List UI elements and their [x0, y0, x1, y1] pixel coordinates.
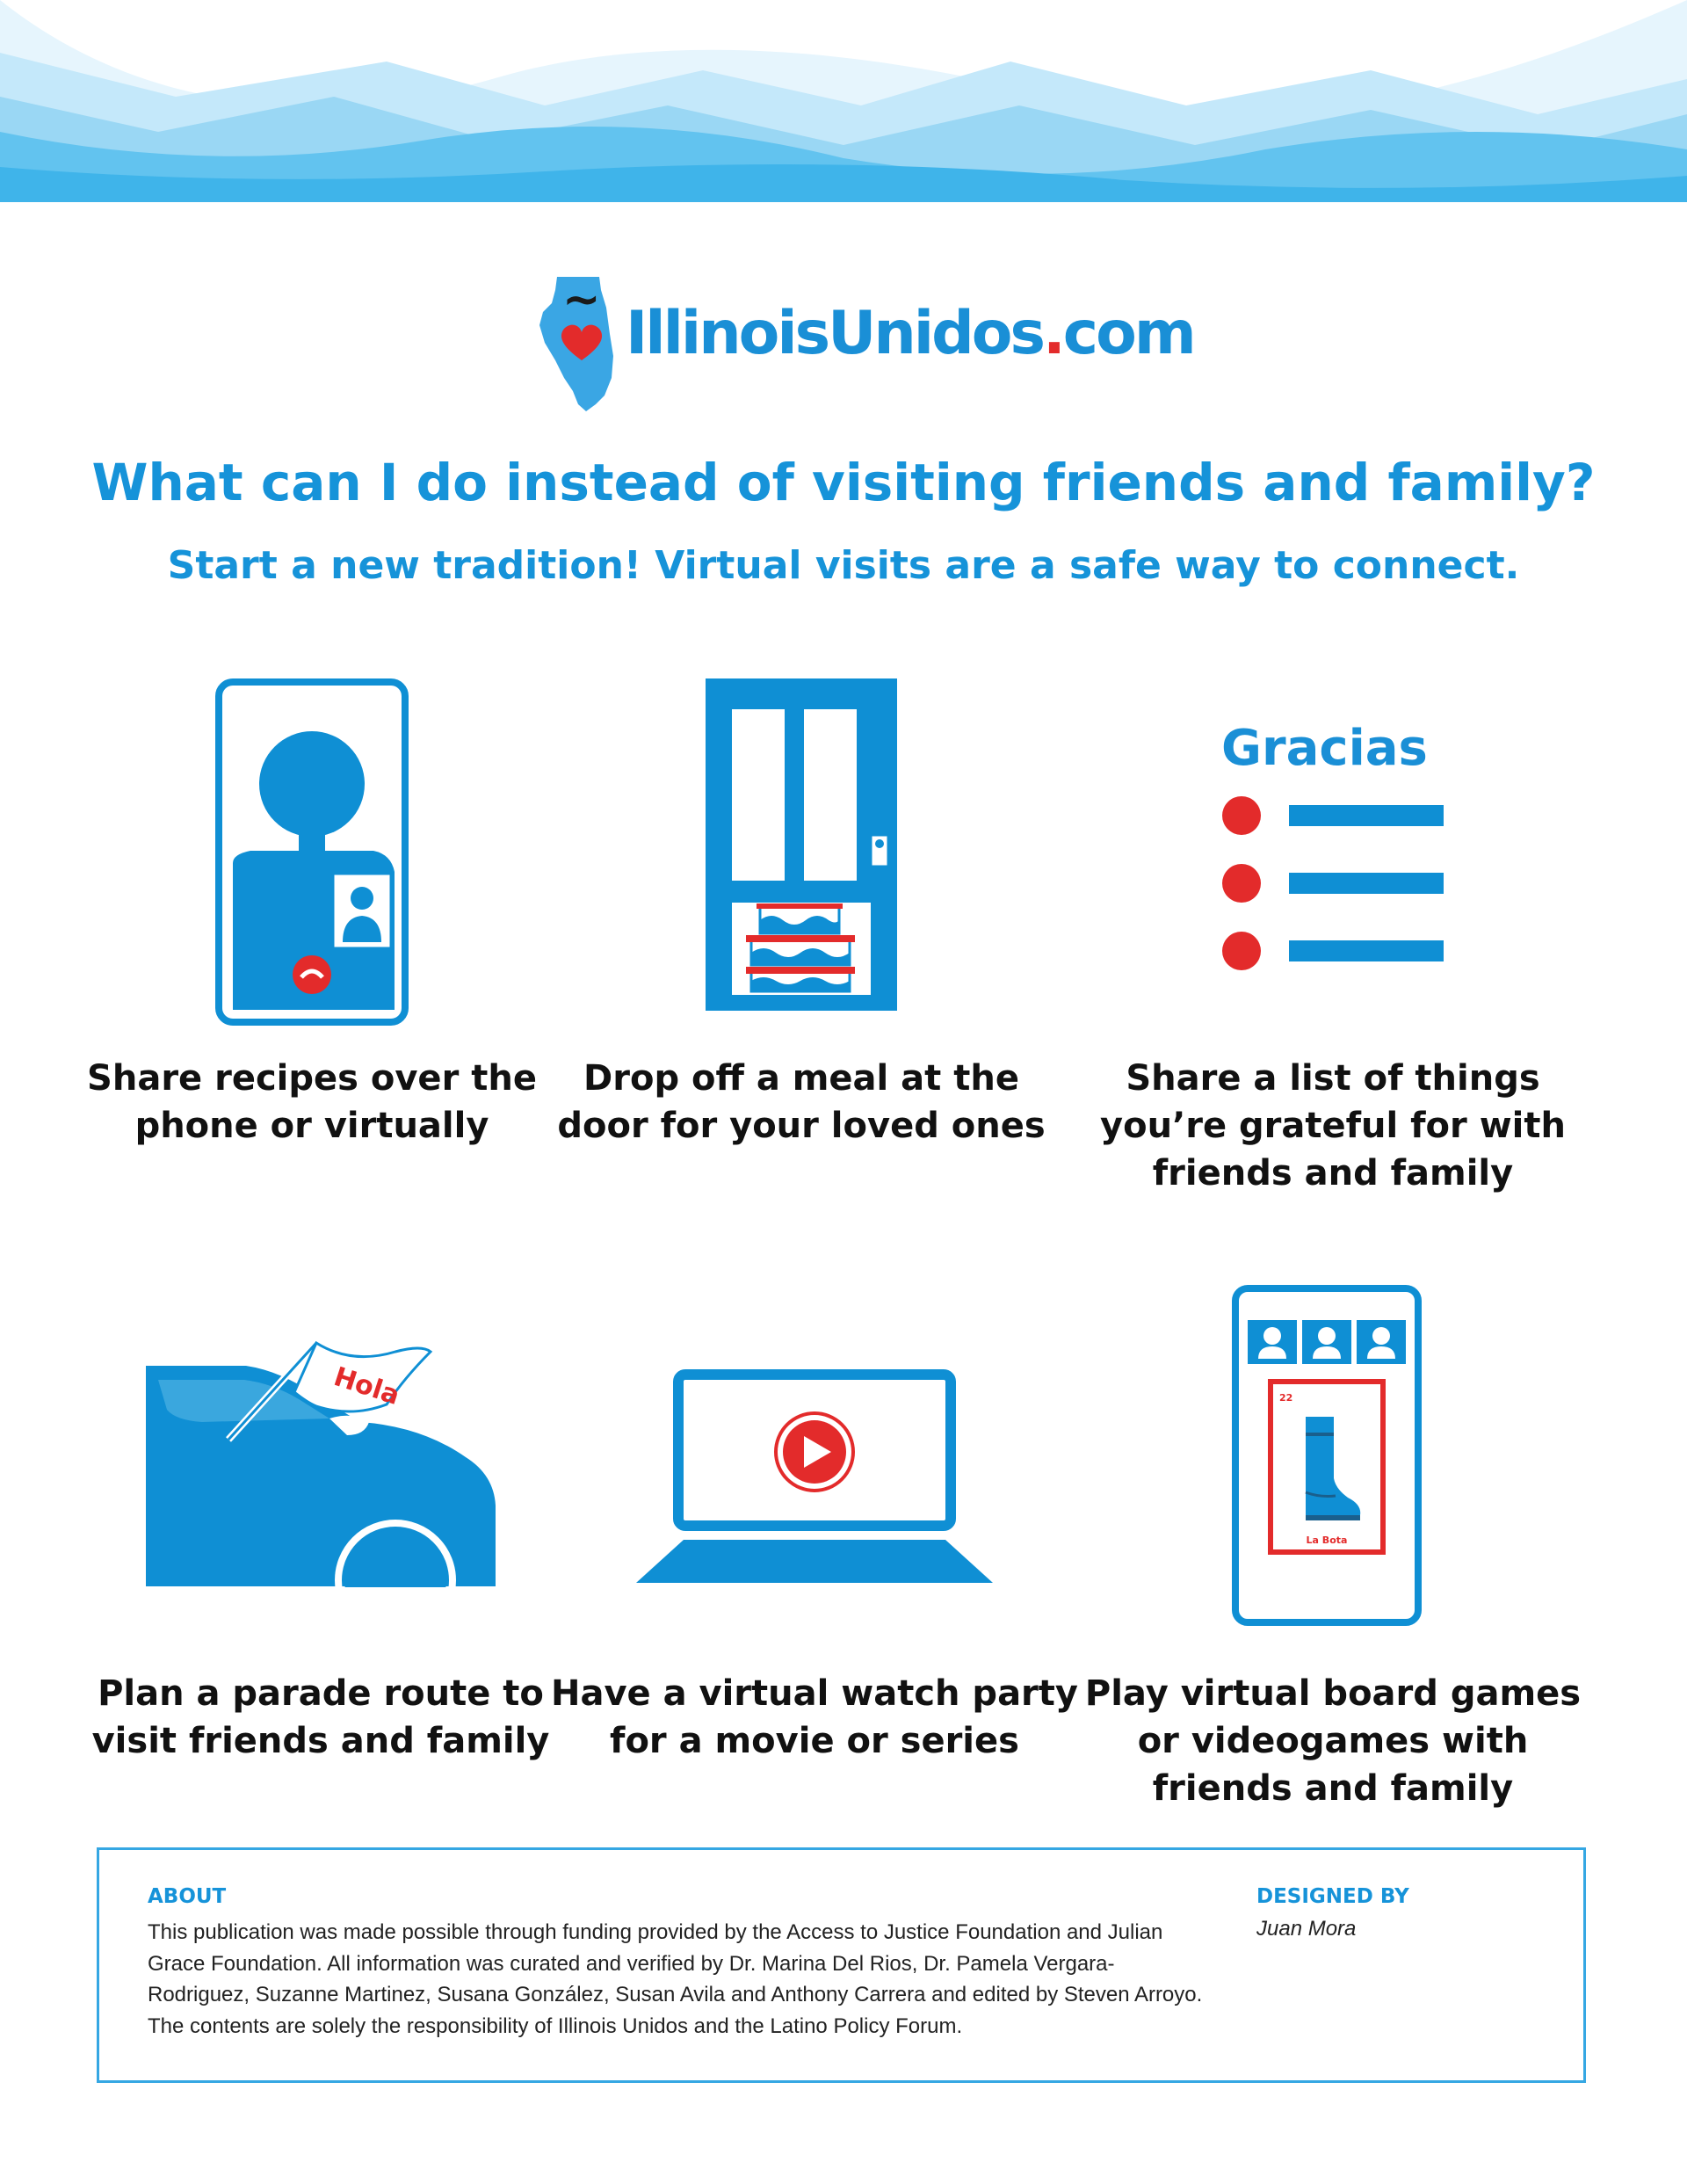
video-call-phone-icon [215, 678, 409, 1026]
loteria-card-label: La Bota [1306, 1535, 1348, 1546]
logo-tld: com [1062, 299, 1194, 368]
card-caption: Share a list of things you’re grateful for with friends and family [1100, 1058, 1566, 1194]
parade-car-icon [141, 1325, 510, 1629]
logo-wordmark [626, 299, 1194, 368]
hola-flag-label: Hola [329, 1361, 403, 1411]
gracias-label: Gracias [1221, 720, 1428, 777]
card-caption: Plan a parade route to visit friends and family [91, 1673, 550, 1761]
laptop-play-icon [634, 1369, 995, 1585]
card-caption: Play virtual board games or videogames with friends and family [1084, 1673, 1582, 1809]
designer-name: Juan Mora [1256, 1917, 1357, 1941]
wave-header-decoration [0, 0, 1687, 202]
loteria-number: 22 [1279, 1392, 1293, 1404]
illinois-map-icon [538, 272, 626, 413]
logo-name: IllinoisUnidos [626, 299, 1043, 368]
about-box [97, 1847, 1586, 2083]
logo-tilde: ~ [562, 273, 601, 326]
about-text: This publication was made possible through funding provided by the Access to Justice Foundation and Julian Grace Foundation. All information was curated and verified by Dr. Marina Del Rios, Dr. Pamela Vergara-Rodriguez, Suzanne Martinez, Susana González, Susan Avila and Anthony Carrera and edited by Steven Arroyo. The contents are solely the responsibility of Illinois Unidos and the Latino Policy Forum. [148, 1920, 1203, 2038]
gratitude-list-icon [1208, 703, 1481, 976]
door-meal-icon [706, 678, 897, 1011]
page-subtitle: Start a new tradition! Virtual visits are a safe way to connect. [167, 543, 1520, 588]
page-title: What can I do instead of visiting friends and family? [91, 453, 1596, 512]
illinois-unidos-logo [538, 272, 1194, 413]
card-caption: Share recipes over the phone or virtually [87, 1058, 537, 1146]
card-caption: Drop off a meal at the door for your loved ones [557, 1058, 1046, 1146]
card-caption: Have a virtual watch party for a movie or series [551, 1673, 1078, 1761]
phone-loteria-icon [1232, 1285, 1422, 1626]
designed-by-heading: DESIGNED BY [1256, 1885, 1409, 1908]
logo-dot: . [1042, 299, 1063, 368]
about-heading: ABOUT [148, 1885, 227, 1908]
